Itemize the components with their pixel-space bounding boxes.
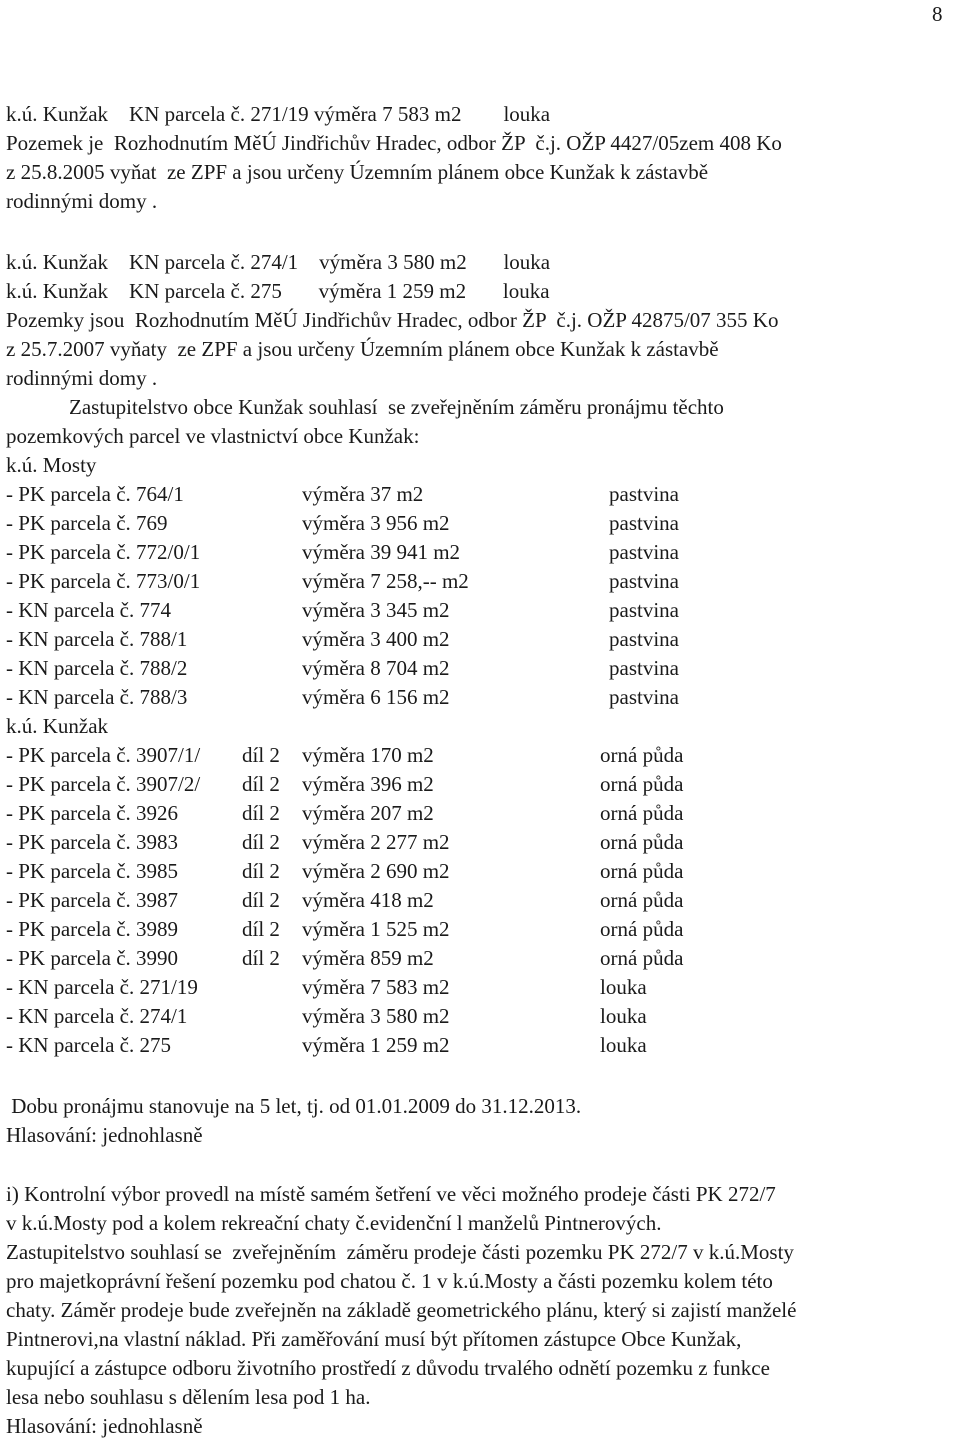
parcel-part: díl 2: [242, 772, 280, 796]
parcel-area: výměra 37 m2: [302, 482, 424, 506]
parcel-area: výměra 8 704 m2: [302, 656, 450, 680]
parcel-use: pastvina: [609, 627, 679, 651]
parcel-use: louka: [600, 975, 647, 999]
parcel-id: - PK parcela č. 3926: [6, 801, 179, 825]
text-line: Pozemky jsou Rozhodnutím MěÚ Jindřichův Hradec, odbor ŽP č.j. OŽP 42875/07 355 Ko: [6, 308, 779, 332]
parcel-use: pastvina: [609, 656, 679, 680]
parcel-id: - KN parcela č. 274/1: [6, 1004, 188, 1028]
text-line: k.ú. Kunžak KN parcela č. 271/19 výměra 7 583 m2 louka: [6, 102, 551, 126]
parcel-use: orná půda: [600, 743, 684, 767]
parcel-area: výměra 7 258,-- m2: [302, 569, 469, 593]
text-line: v k.ú.Mosty pod a kolem rekreační chaty č.evidenční l manželů Pintnerových.: [6, 1211, 662, 1235]
parcel-part: díl 2: [242, 859, 280, 883]
text-line: rodinnými domy .: [6, 366, 158, 390]
parcel-id: - PK parcela č. 3985: [6, 859, 179, 883]
parcel-use: pastvina: [609, 569, 679, 593]
text-line: Zastupitelstvo obce Kunžak souhlasí se zveřejněním záměru pronájmu těchto: [6, 395, 724, 419]
parcel-id: - PK parcela č. 764/1: [6, 482, 184, 506]
parcel-use: orná půda: [600, 830, 684, 854]
parcel-part: díl 2: [242, 888, 280, 912]
parcel-id: - PK parcela č. 3990: [6, 946, 179, 970]
parcel-id: - PK parcela č. 3907/1/: [6, 743, 201, 767]
parcel-id: - KN parcela č. 275: [6, 1033, 172, 1057]
parcel-part: díl 2: [242, 946, 280, 970]
parcel-use: orná půda: [600, 888, 684, 912]
parcel-area: výměra 170 m2: [302, 743, 434, 767]
vote-result: Hlasování: jednohlasně: [6, 1414, 203, 1438]
parcel-part: díl 2: [242, 830, 280, 854]
parcel-area: výměra 7 583 m2: [302, 975, 450, 999]
vote-result: Hlasování: jednohlasně: [6, 1123, 203, 1147]
parcel-part: díl 2: [242, 801, 280, 825]
parcel-area: výměra 3 956 m2: [302, 511, 450, 535]
parcel-use: louka: [600, 1033, 647, 1057]
parcel-id: - PK parcela č. 3907/2/: [6, 772, 201, 796]
text-line: rodinnými domy .: [6, 189, 158, 213]
parcel-id: - KN parcela č. 788/2: [6, 656, 188, 680]
parcel-use: pastvina: [609, 511, 679, 535]
parcel-id: - KN parcela č. 271/19: [6, 975, 198, 999]
parcel-use: pastvina: [609, 540, 679, 564]
text-line: kupující a zástupce odboru životního prostředí z důvodu trvalého odnětí pozemku z funkce: [6, 1356, 770, 1380]
text-line: z 25.7.2007 vyňaty ze ZPF a jsou určeny Územním plánem obce Kunžak k zástavbě: [6, 337, 719, 361]
text-line: lesa nebo souhlasu s dělením lesa pod 1 ha.: [6, 1385, 371, 1409]
parcel-area: výměra 1 259 m2: [302, 1033, 450, 1057]
parcel-use: orná půda: [600, 772, 684, 796]
parcel-area: výměra 6 156 m2: [302, 685, 450, 709]
parcel-use: louka: [600, 1004, 647, 1028]
parcel-area: výměra 2 277 m2: [302, 830, 450, 854]
parcel-area: výměra 859 m2: [302, 946, 434, 970]
parcel-area: výměra 207 m2: [302, 801, 434, 825]
text-line: pro majetkoprávní řešení pozemku pod chatou č. 1 v k.ú.Mosty a části pozemku kolem této: [6, 1269, 773, 1293]
parcel-area: výměra 3 345 m2: [302, 598, 450, 622]
section-label-kunzak: k.ú. Kunžak: [6, 714, 109, 738]
parcel-id: - PK parcela č. 769: [6, 511, 168, 535]
text-line: Pozemek je Rozhodnutím MěÚ Jindřichův Hradec, odbor ŽP č.j. OŽP 4427/05zem 408 Ko: [6, 131, 782, 155]
page-number: 8: [932, 2, 943, 26]
parcel-id: - PK parcela č. 3983: [6, 830, 179, 854]
parcel-use: pastvina: [609, 685, 679, 709]
text-line: z 25.8.2005 vyňat ze ZPF a jsou určeny Územním plánem obce Kunžak k zástavbě: [6, 160, 709, 184]
parcel-id: - KN parcela č. 774: [6, 598, 172, 622]
parcel-id: - PK parcela č. 3987: [6, 888, 179, 912]
text-line: i) Kontrolní výbor provedl na místě samém šetření ve věci možného prodeje části PK 272/7: [6, 1182, 776, 1206]
parcel-use: orná půda: [600, 917, 684, 941]
parcel-use: orná půda: [600, 859, 684, 883]
parcel-area: výměra 418 m2: [302, 888, 434, 912]
parcel-id: - PK parcela č. 773/0/1: [6, 569, 201, 593]
lease-term: Dobu pronájmu stanovuje na 5 let, tj. od 01.01.2009 do 31.12.2013.: [6, 1094, 582, 1118]
parcel-use: orná půda: [600, 801, 684, 825]
parcel-area: výměra 396 m2: [302, 772, 434, 796]
parcel-area: výměra 39 941 m2: [302, 540, 461, 564]
parcel-id: - KN parcela č. 788/1: [6, 627, 188, 651]
parcel-area: výměra 3 400 m2: [302, 627, 450, 651]
parcel-area: výměra 2 690 m2: [302, 859, 450, 883]
text-line: chaty. Záměr prodeje bude zveřejněn na základě geometrického plánu, který si zajistí manželé: [6, 1298, 797, 1322]
parcel-id: - PK parcela č. 772/0/1: [6, 540, 201, 564]
text-line: Zastupitelstvo souhlasí se zveřejněním záměru prodeje části pozemku PK 272/7 v k.ú.Mosty: [6, 1240, 794, 1264]
parcel-area: výměra 3 580 m2: [302, 1004, 450, 1028]
parcel-part: díl 2: [242, 917, 280, 941]
text-line: k.ú. Kunžak KN parcela č. 274/1 výměra 3 580 m2 louka: [6, 250, 551, 274]
text-line: Pintnerovi,na vlastní náklad. Při zaměřování musí být přítomen zástupce Obce Kunžak,: [6, 1327, 742, 1351]
section-label-mosty: k.ú. Mosty: [6, 453, 97, 477]
parcel-use: pastvina: [609, 482, 679, 506]
text-line: pozemkových parcel ve vlastnictví obce Kunžak:: [6, 424, 420, 448]
parcel-use: orná půda: [600, 946, 684, 970]
parcel-use: pastvina: [609, 598, 679, 622]
parcel-area: výměra 1 525 m2: [302, 917, 450, 941]
parcel-id: - KN parcela č. 788/3: [6, 685, 188, 709]
parcel-id: - PK parcela č. 3989: [6, 917, 179, 941]
parcel-part: díl 2: [242, 743, 280, 767]
text-line: k.ú. Kunžak KN parcela č. 275 výměra 1 259 m2 louka: [6, 279, 550, 303]
